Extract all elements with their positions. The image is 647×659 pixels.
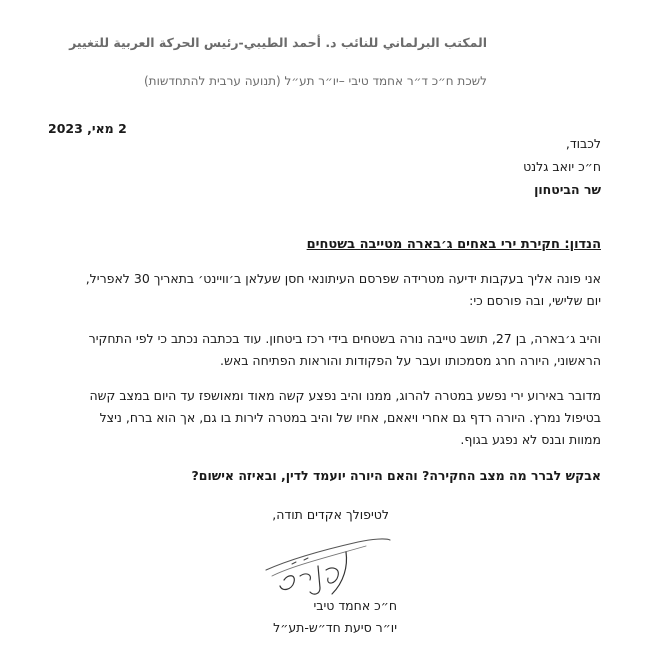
letter-date: 2 מאי, 2023 [48,121,127,136]
letterhead-hebrew: לשכת ח״כ ד״ר אחמד טיבי –יו״ר תע״ל (תנועה ערבית להתחדשות) [144,74,487,88]
recipient-salutation: לכבוד, [565,136,601,151]
letterhead-arabic: المكتب البرلماني للنائب د. أحمد الطيبي-رئيس الحركة العربية للتغيير [69,35,487,50]
body-line: מדובר באירוע ירי נפשע במטרה להרוג, ממנו והיב נפצע קשה מאוד ומאושפז עד היום במצב קשה [89,388,601,403]
signer-name: ח״כ אחמד טיבי [313,598,397,613]
signer-title: יו״ר סיעת חד״ש-תע״ל [273,620,397,635]
body-paragraph-2 [41,328,601,372]
body-line: ממוות ובנס לא נפגע בגוף. [460,432,601,447]
handwritten-signature [262,536,392,600]
body-line: הראשוני, היורה חרג מסמכותו ועבר על הפקודות והוראות הפתיחה באש. [220,353,601,368]
letterhead [67,34,487,88]
body-paragraph-4 [41,465,601,487]
body-line: אבקש לברר מה מצב החקירה? והאם היורה יועמד לדין, ובאיזה אישום? [191,468,601,483]
recipient-name: ח״כ יואב גלנט [523,159,601,174]
letter-closing: לטיפולך אקדים תודה, [272,507,389,522]
body-paragraph-3 [41,385,601,451]
recipient-title: שר הביטחון [534,182,601,197]
body-paragraph-1 [41,268,601,312]
body-line: בטיפול נמרץ. היורה רדף גם אחרי ויאאם, אחיו של והיב במטרה לירות בו גם, אך הוא ברח, ניצל [99,410,601,425]
body-line: יום שלישי, ובה פורסם כי: [469,293,601,308]
body-line: אני פונה אליך בעקבות ידיעה מטרידה שפרסם העיתונאי חסן שעלאן ב׳וויינט׳ בתאריך 30 לאפריל, [85,271,601,286]
body-line: והיב ג׳בארה, בן 27, תושב טייבה נורה בשטחים בידי רכז ביטחון. עוד בכתבה נכתב כי לפי התחקיר [88,331,601,346]
letter-subject: הנדון: חקירת ירי באחים ג׳בארה מטייבה בשטחים [306,237,601,252]
